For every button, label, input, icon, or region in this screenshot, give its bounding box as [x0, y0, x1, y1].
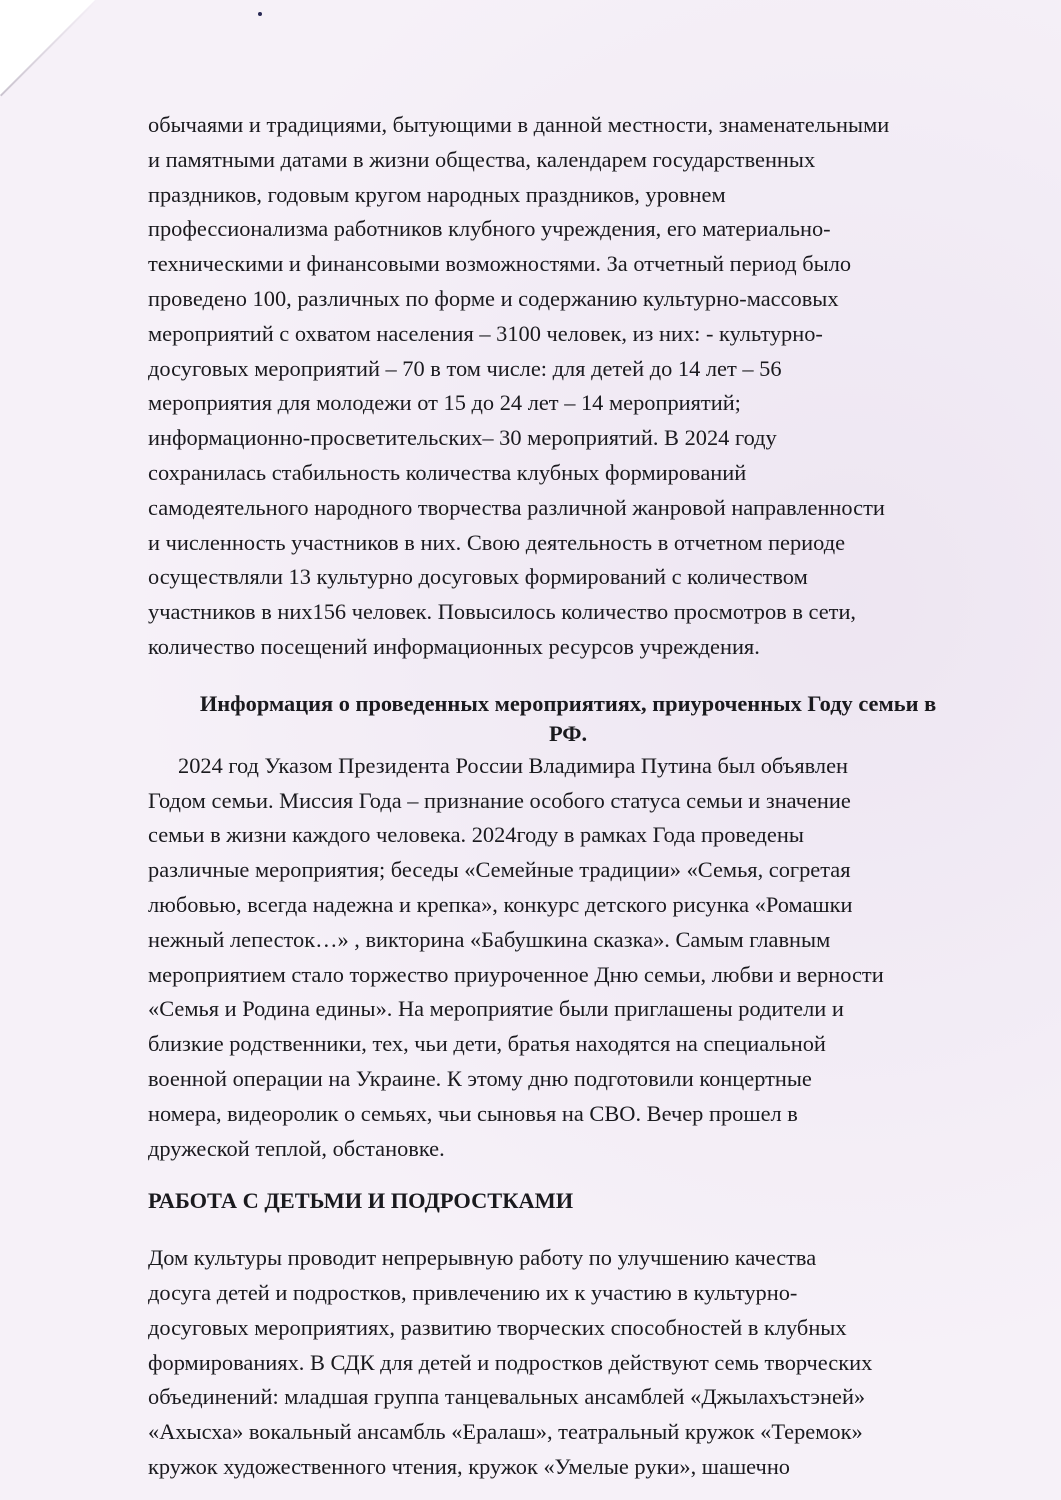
text-line: нежный лепесток…» , викторина «Бабушкина сказка». Самым главным	[148, 926, 831, 952]
text-line: профессионализма работников клубного учреждения, его материально-	[148, 216, 831, 242]
document-body	[148, 108, 988, 1485]
text-line: осуществляли 13 культурно досуговых формирований с количеством	[148, 564, 808, 590]
text-line: Дом культуры проводит непрерывную работу по улучшению качества	[148, 1245, 817, 1271]
text-line: досуговых мероприятиях, развитию творческих способностей в клубных	[148, 1314, 847, 1340]
paragraph-cultural-events	[148, 108, 988, 665]
heading-line: РФ.	[548, 720, 588, 746]
heading-line: Информация о проведенных мероприятиях, приуроченных Году семьи в	[199, 690, 937, 716]
text-line: различные мероприятия; беседы «Семейные традиции» «Семья, согретая	[148, 857, 851, 883]
text-line: техническими и финансовыми возможностями. За отчетный период было	[148, 251, 852, 277]
text-line: дружеской теплой, обстановке.	[148, 1135, 445, 1161]
text-line: информационно-просветительских– 30 мероприятий. В 2024 году	[148, 425, 777, 451]
text-line: мероприятием стало торжество приуроченное Дню семьи, любви и верности	[148, 961, 884, 987]
text-line: «Ахысха» вокальный ансамбль «Ералаш», театральный кружок «Теремок»	[148, 1419, 863, 1445]
paragraph-children-work	[148, 1241, 988, 1485]
text-line: военной операции на Украине. К этому дню подготовили концертные	[148, 1065, 812, 1091]
text-line: любовью, всегда надежна и крепка», конкурс детского рисунка «Ромашки	[148, 891, 853, 917]
text-line: номера, видеоролик о семьях, чьи сыновья на СВО. Вечер прошел в	[148, 1100, 798, 1126]
text-line: кружок художественного чтения, кружок «Умелые руки», шашечно	[148, 1453, 790, 1479]
text-line: близкие родственники, тех, чьи дети, братья находятся на специальной	[148, 1031, 826, 1057]
text-line: Годом семьи. Миссия Года – признание особого статуса семьи и значение	[148, 787, 851, 813]
text-line: мероприятий с охватом населения – 3100 человек, из них: - культурно-	[148, 320, 823, 346]
text-line: объединений: младшая группа танцевальных ансамблей «Джылахъстэней»	[148, 1384, 866, 1410]
text-line: 2024 год Указом Президента России Владимира Путина был объявлен	[178, 752, 848, 778]
text-line: сохранилась стабильность количества клубных формирований	[148, 459, 747, 485]
heading-children-work: РАБОТА С ДЕТЬМИ И ПОДРОСТКАМИ	[148, 1188, 574, 1214]
text-line: самодеятельного народного творчества различной жанровой направленности	[148, 494, 885, 520]
ink-speck	[258, 12, 262, 16]
text-line: формированиях. В СДК для детей и подростков действуют семь творческих	[148, 1349, 873, 1375]
text-line: семьи в жизни каждого человека. 2024году в рамках Года проведены	[148, 822, 804, 848]
text-line: проведено 100, различных по форме и содержанию культурно-массовых	[148, 285, 839, 311]
text-line: участников в них156 человек. Повысилось количество просмотров в сети,	[148, 599, 857, 625]
text-line: количество посещений информационных ресурсов учреждения.	[148, 633, 760, 659]
text-line: праздников, годовым кругом народных праздников, уровнем	[148, 181, 726, 207]
text-line: обычаями и традициями, бытующими в данной местности, знаменательными	[148, 112, 890, 137]
text-line: и памятными датами в жизни общества, календарем государственных	[148, 146, 816, 172]
text-line: досуга детей и подростков, привлечению их к участию в культурно-	[148, 1279, 798, 1305]
text-line: «Семья и Родина едины». На мероприятие были приглашены родители и	[148, 996, 844, 1022]
text-line: и численность участников в них. Свою деятельность в отчетном периоде	[148, 529, 846, 555]
text-line: досуговых мероприятий – 70 в том числе: для детей до 14 лет – 56	[148, 355, 782, 381]
heading-year-of-family	[148, 689, 988, 749]
paragraph-year-of-family	[148, 749, 988, 1167]
text-line: мероприятия для молодежи от 15 до 24 лет – 14 мероприятий;	[148, 390, 741, 416]
